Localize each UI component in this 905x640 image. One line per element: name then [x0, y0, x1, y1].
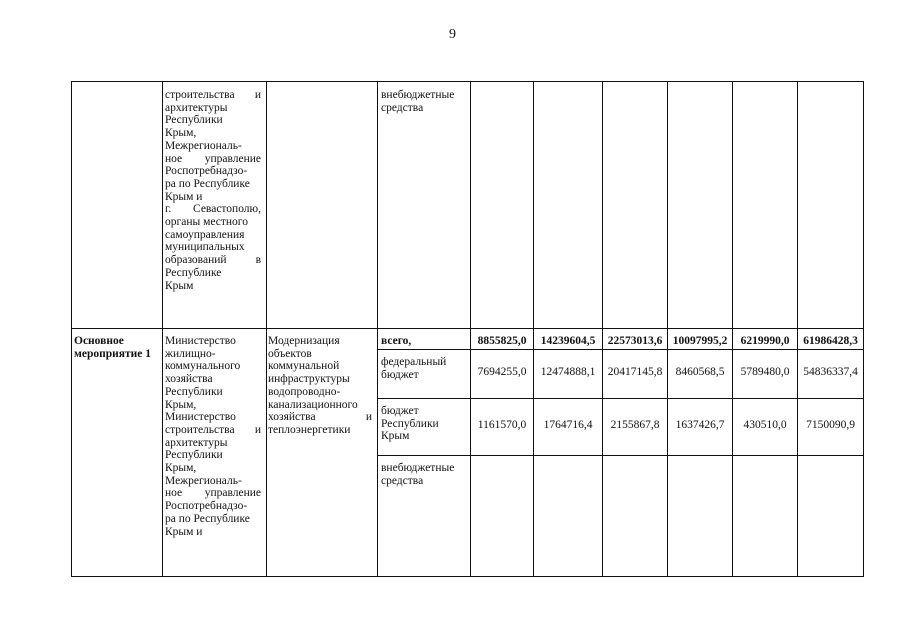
funding-value: 1161570,0: [477, 419, 527, 431]
description-line-part: хозяйства: [268, 411, 316, 424]
column-divider: [667, 81, 668, 577]
executor-line: Крым,: [165, 127, 197, 140]
executor-line-part: и: [254, 89, 261, 101]
row-divider: [71, 328, 864, 329]
table-border-top: [71, 81, 864, 82]
executor-line-part: строительства: [165, 423, 235, 436]
funding-value: 1637426,7: [675, 419, 725, 431]
column-divider: [470, 81, 471, 577]
description-line: объектов: [268, 347, 312, 360]
funding-value: 22573013,6: [607, 335, 663, 347]
executor-line: Роспотребнадзо-: [165, 500, 248, 513]
description-line: канализационного: [268, 398, 358, 411]
executor-line: Межрегиональ-: [165, 474, 242, 487]
executor-line-part: и: [254, 423, 261, 436]
column-divider: [266, 81, 267, 577]
executor-line: ра по Республике: [165, 512, 250, 525]
description-line: водопроводно-: [268, 385, 341, 398]
executor-line: Республики: [165, 449, 223, 462]
funding-value: 54836337,4: [803, 366, 858, 378]
executor-line: Республики: [165, 385, 223, 398]
funding-value: 1764716,4: [543, 419, 593, 431]
funding-row-divider: [377, 398, 864, 399]
executor-line: [165, 254, 261, 267]
description-line: коммунальной: [268, 360, 340, 373]
executor-line: [165, 487, 261, 500]
column-divider: [732, 81, 733, 577]
executor-line: Крым и: [165, 190, 203, 203]
column-divider: [377, 81, 378, 577]
table-border-bottom: [71, 576, 864, 577]
measure-name-cell: Основное мероприятие 1: [74, 335, 151, 360]
funding-value: 2155867,8: [610, 419, 660, 431]
executor-line-part: в: [255, 254, 261, 267]
executor-line-part: управление: [204, 487, 261, 500]
executor-line: Республике: [165, 266, 222, 279]
funding-value: 61986428,3: [803, 335, 858, 347]
executor-line: [165, 203, 261, 216]
executor-line: [165, 424, 261, 437]
executor-line: Крым и: [165, 525, 203, 538]
executor-line: муниципальных: [165, 241, 245, 254]
column-divider: [71, 81, 72, 577]
top-source-cell: внебюджетные средства: [381, 89, 455, 114]
executor-line: Крым,: [165, 398, 197, 411]
executor-line: жилищно-: [165, 347, 216, 360]
executor-line-part: Севастополю,: [193, 203, 261, 216]
funding-value: 10097995,2: [672, 335, 728, 347]
measure-executors-cell: [165, 335, 261, 538]
funding-row-divider: [377, 349, 864, 350]
column-divider: [863, 81, 864, 577]
funding-value: 14239604,5: [540, 335, 596, 347]
funding-value: 7150090,9: [806, 419, 855, 431]
executor-line: Министерство: [165, 335, 236, 347]
executor-line: Роспотребнадзо-: [165, 165, 248, 178]
executor-line: Крым,: [165, 462, 197, 475]
executor-line-part: ное: [165, 152, 183, 165]
description-line: [268, 411, 372, 424]
executor-line-part: г.: [165, 203, 172, 216]
column-divider: [797, 81, 798, 577]
top-executors-cell: [165, 89, 261, 292]
funding-value: 8855825,0: [477, 335, 527, 347]
executor-line: Межрегиональ-: [165, 139, 242, 152]
executor-line-part: управление: [204, 152, 261, 165]
column-divider: [533, 81, 534, 577]
funding-source-label: внебюджетные средства: [381, 462, 455, 487]
executor-line: ра по Республике: [165, 177, 250, 190]
funding-value: 5789480,0: [740, 366, 790, 378]
column-divider: [162, 81, 163, 577]
executor-line: Крым: [165, 279, 194, 292]
executor-line: [165, 153, 261, 166]
executor-line: коммунального: [165, 360, 241, 373]
executor-line: органы местного: [165, 216, 248, 229]
executor-line: архитектуры: [165, 436, 228, 449]
funding-source-label: бюджет Республики Крым: [381, 405, 439, 443]
page-number: 9: [449, 27, 456, 42]
funding-value: 7694255,0: [477, 366, 527, 378]
executor-line: [165, 89, 261, 102]
executor-line-part: образований: [165, 254, 227, 267]
description-line: теплоэнергетики: [268, 423, 351, 436]
executor-line: Министерство: [165, 411, 236, 424]
funding-value: 12474888,1: [540, 366, 596, 378]
funding-source-label: федеральный бюджет: [381, 356, 447, 381]
funding-value: 20417145,8: [607, 366, 663, 378]
executor-line-part: строительства: [165, 89, 235, 101]
executor-line: архитектуры: [165, 101, 228, 114]
description-line: Модернизация: [268, 335, 340, 347]
funding-value: 8460568,5: [675, 366, 725, 378]
executor-line: Республики: [165, 114, 223, 127]
measure-description-cell: [268, 335, 372, 437]
funding-row-divider: [377, 455, 864, 456]
executor-line-part: ное: [165, 487, 183, 500]
funding-source-label: всего,: [381, 335, 412, 347]
funding-value: 6219990,0: [740, 335, 790, 347]
column-divider: [602, 81, 603, 577]
executor-line: самоуправления: [165, 228, 245, 241]
executor-line: хозяйства: [165, 373, 213, 386]
funding-value: 430510,0: [743, 419, 787, 431]
description-line: инфраструктуры: [268, 373, 350, 386]
description-line-part: и: [365, 411, 372, 424]
